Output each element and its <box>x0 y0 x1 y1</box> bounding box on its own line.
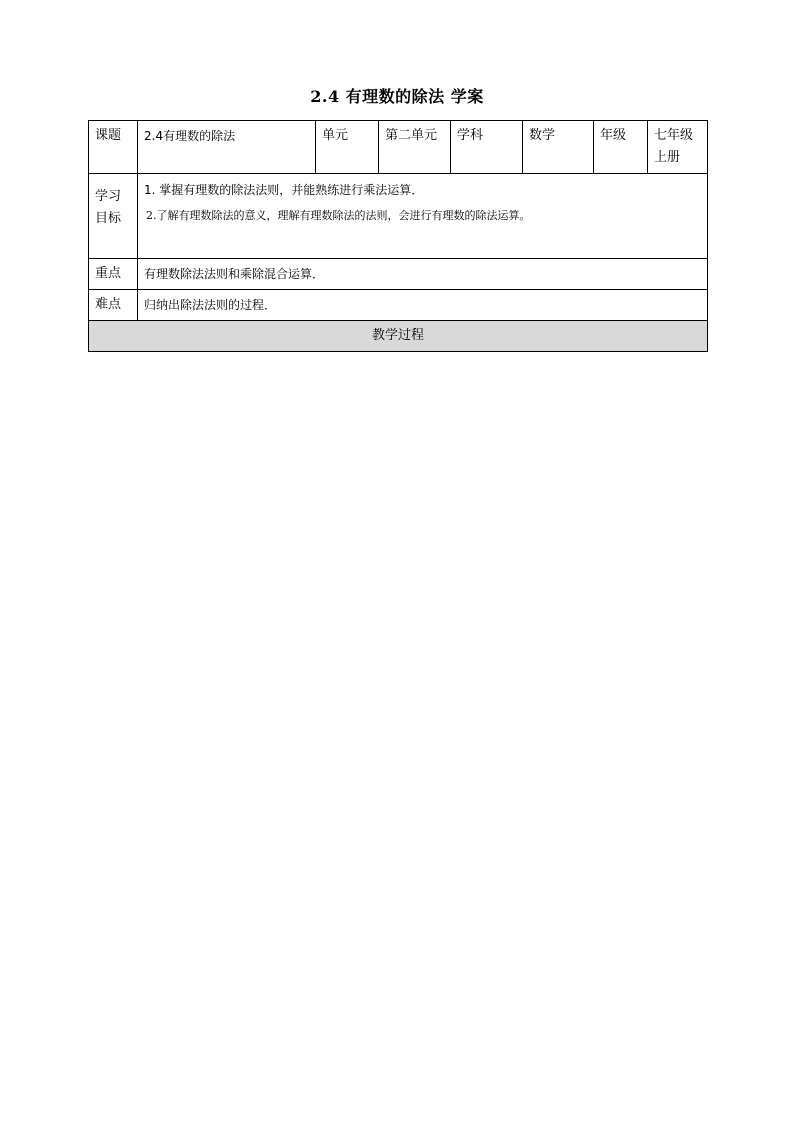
header-row <box>89 121 708 174</box>
goal-item-2: 2.了解有理数除法的意义，理解有理数除法的法则，会进行有理数的除法运算。 <box>146 209 531 222</box>
goals-label: 学习目标 <box>89 174 138 259</box>
goals-row <box>89 174 708 259</box>
document-title: 2.4 有理数的除法 学案 <box>310 87 484 106</box>
subject-value: 数学 <box>523 121 594 174</box>
topic-value: 2.4有理数的除法 <box>138 121 316 174</box>
difficulties-label: 难点 <box>89 290 138 321</box>
grade-label: 年级 <box>594 121 648 174</box>
key-points-label: 重点 <box>89 259 138 290</box>
difficulties-value: 归纳出除法法则的过程． <box>138 290 708 321</box>
grade-value: 七年级上册 <box>648 121 708 174</box>
key-points-value: 有理数除法法则和乘除混合运算． <box>138 259 708 290</box>
unit-value: 第二单元 <box>379 121 451 174</box>
lesson-plan-table <box>88 120 708 352</box>
unit-label: 单元 <box>316 121 379 174</box>
difficulties-row <box>89 290 708 321</box>
subject-label: 学科 <box>451 121 523 174</box>
process-row <box>89 321 708 352</box>
key-points-row <box>89 259 708 290</box>
goals-content <box>138 174 708 259</box>
goal-item-1: 1. 掌握有理数的除法法则，并能熟练进行乘法运算． <box>144 183 424 197</box>
process-label: 教学过程 <box>89 321 708 352</box>
topic-label: 课题 <box>89 121 138 174</box>
